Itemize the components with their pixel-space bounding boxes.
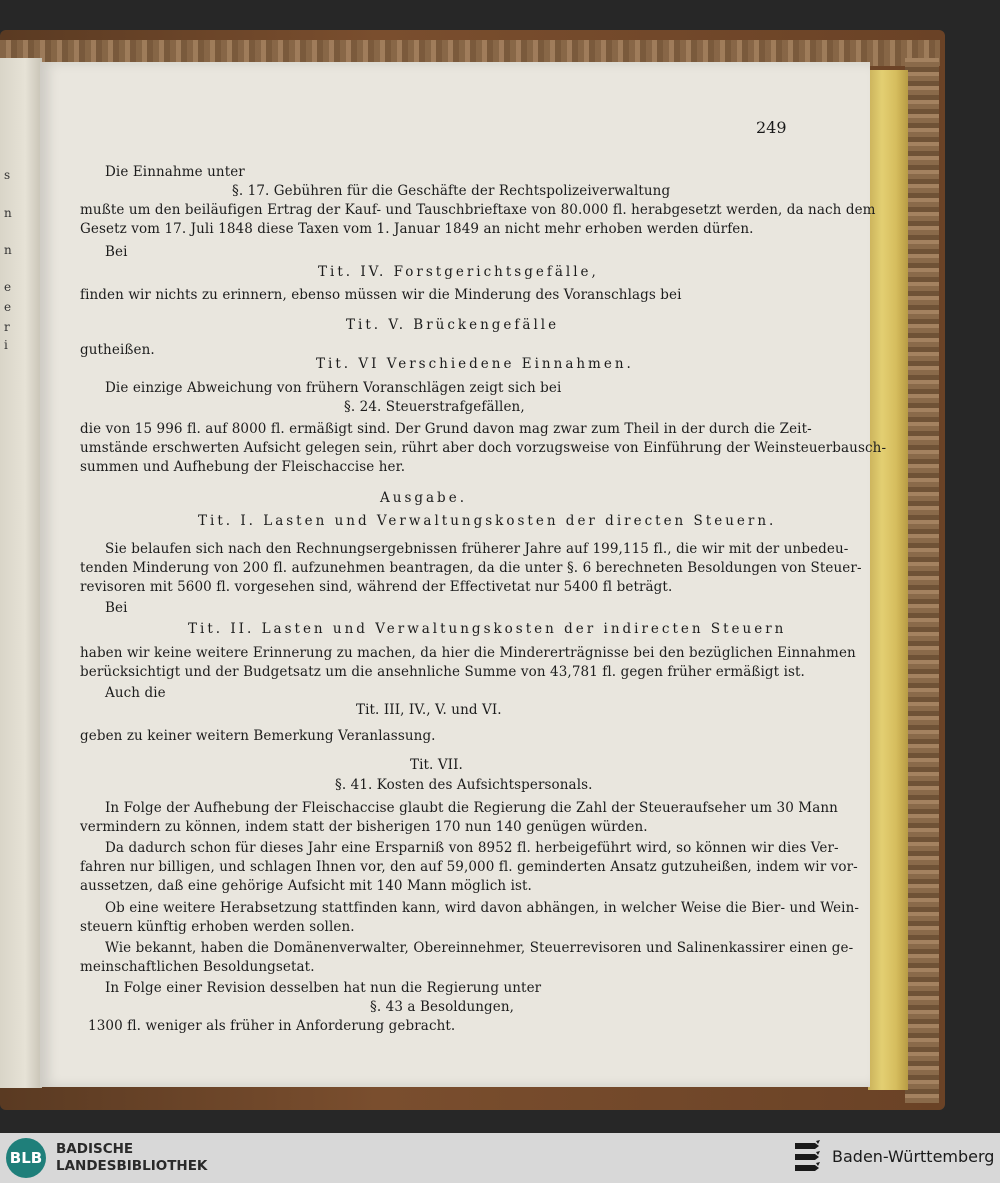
text-line: tenden Minderung von 200 fl. aufzunehmen beantragen, da die unter §. 6 berechneten Besoldungen von Steuer-: [80, 560, 862, 576]
text-line: umstände erschwerten Aufsicht gelegen sein, rührt aber doch vorzugsweise von Einführung der Weinsteuerbausch-: [80, 440, 887, 456]
blb-logo[interactable]: [6, 1138, 46, 1178]
page-stack-right-edge: [905, 58, 939, 1103]
text-line: Ob eine weitere Herabsetzung stattfinden kann, wird davon abhängen, in welcher Weise die Bier- und Wein-: [105, 900, 860, 916]
text-line: finden wir nichts zu erinnern, ebenso müssen wir die Minderung des Voranschlags bei: [80, 287, 682, 303]
text-line: summen und Aufhebung der Fleischaccise her.: [80, 459, 406, 475]
title-heading: Tit. I. Lasten und Verwaltungskosten der directen Steuern.: [198, 513, 777, 529]
text-line: mußte um den beiläufigen Ertrag der Kauf- und Tauschbrieftaxe von 80.000 fl. herabgesetzt werden, da nach dem: [80, 202, 876, 218]
left-margin-char: n: [4, 243, 12, 257]
text-line: Die Einnahme unter: [105, 164, 245, 180]
text-line: geben zu keiner weitern Bemerkung Veranlassung.: [80, 728, 436, 744]
text-line: Die einzige Abweichung von frühern Voranschlägen zeigt sich bei: [105, 380, 562, 396]
text-line: die von 15 996 fl. auf 8000 fl. ermäßigt sind. Der Grund davon mag zwar zum Theil in der durch die Zeit-: [80, 421, 812, 437]
left-margin-char: e: [4, 300, 12, 314]
title-heading: Tit. III, IV., V. und VI.: [356, 702, 502, 718]
left-margin-char: s: [4, 168, 11, 182]
bw-lions-icon[interactable]: [792, 1139, 822, 1177]
left-margin-char: n: [4, 206, 12, 220]
left-page-edge: [0, 58, 42, 1088]
text-line: berücksichtigt und der Budgetsatz um die ansehnliche Summe von 43,781 fl. gegen früher ermäßigt ist.: [80, 664, 805, 680]
state-name[interactable]: Baden-Württemberg: [832, 1147, 995, 1166]
footer-bar: [0, 1133, 1000, 1183]
text-line: Wie bekannt, haben die Domänenverwalter, Obereinnehmer, Steuerrevisoren und Salinenkassirer einen ge-: [105, 940, 854, 956]
section-heading: §. 24. Steuerstrafgefällen,: [344, 399, 525, 415]
text-line: Da dadurch schon für dieses Jahr eine Ersparniß von 8952 fl. herbeigeführt wird, so können wir dies Ver-: [105, 840, 839, 856]
text-line: In Folge einer Revision desselben hat nun die Regierung unter: [105, 980, 542, 996]
text-line: Sie belaufen sich nach den Rechnungsergebnissen früherer Jahre auf 199,115 fl., die wir mit der unbedeu-: [105, 541, 849, 557]
left-margin-char: e: [4, 280, 12, 294]
title-heading: Tit. V. Brückengefälle: [346, 317, 560, 333]
text-line: fahren nur billigen, und schlagen Ihnen vor, den auf 59,000 fl. geminderten Ansatz gutzuheißen, indem wir vor-: [80, 859, 858, 875]
title-heading: Tit. VI Verschiedene Einnahmen.: [316, 356, 634, 372]
text-line: Auch die: [105, 685, 166, 701]
library-name-line2: LANDESBIBLIOTHEK: [56, 1158, 208, 1174]
text-line: gutheißen.: [80, 342, 155, 358]
title-heading: Tit. VII.: [410, 757, 463, 773]
part-heading: Ausgabe.: [380, 490, 467, 506]
page-number: 249: [756, 118, 787, 137]
text-line: Bei: [105, 244, 128, 260]
text-line: Bei: [105, 600, 128, 616]
section-heading: §. 17. Gebühren für die Geschäfte der Rechtspolizeiverwaltung: [232, 183, 671, 199]
text-line: haben wir keine weitere Erinnerung zu machen, da hier die Mindererträgnisse bei den bezüglichen Einnahmen: [80, 645, 856, 661]
text-line: meinschaftlichen Besoldungsetat.: [80, 959, 315, 975]
text-line: vermindern zu können, indem statt der bisherigen 170 nun 140 genügen würden.: [80, 819, 648, 835]
text-line: In Folge der Aufhebung der Fleischaccise glaubt die Regierung die Zahl der Steueraufseher um 30 Mann: [105, 800, 838, 816]
text-line: aussetzen, daß eine gehörige Aufsicht mit 140 Mann möglich ist.: [80, 878, 532, 894]
left-margin-char: i: [4, 338, 8, 352]
library-name-line1: BADISCHE: [56, 1141, 134, 1157]
text-line: revisoren mit 5600 fl. vorgesehen sind, während der Effectivetat nur 5400 fl beträgt.: [80, 579, 673, 595]
left-margin-char: r: [4, 320, 10, 334]
text-line: Gesetz vom 17. Juli 1848 diese Taxen vom 1. Januar 1849 an nicht mehr erhoben werden dürfen.: [80, 221, 754, 237]
blb-logo-text: BLB: [9, 1149, 43, 1167]
section-heading: §. 43 a Besoldungen,: [370, 999, 515, 1015]
section-heading: §. 41. Kosten des Aufsichtspersonals.: [335, 777, 593, 793]
text-line: steuern künftig erhoben werden sollen.: [80, 919, 355, 935]
gilt-edge: [868, 70, 908, 1090]
title-heading: Tit. IV. Forstgerichtsgefälle,: [318, 264, 599, 280]
title-heading: Tit. II. Lasten und Verwaltungskosten der indirecten Steuern: [188, 621, 787, 637]
text-line: 1300 fl. weniger als früher in Anforderung gebracht.: [88, 1018, 456, 1034]
library-name[interactable]: [56, 1141, 207, 1175]
